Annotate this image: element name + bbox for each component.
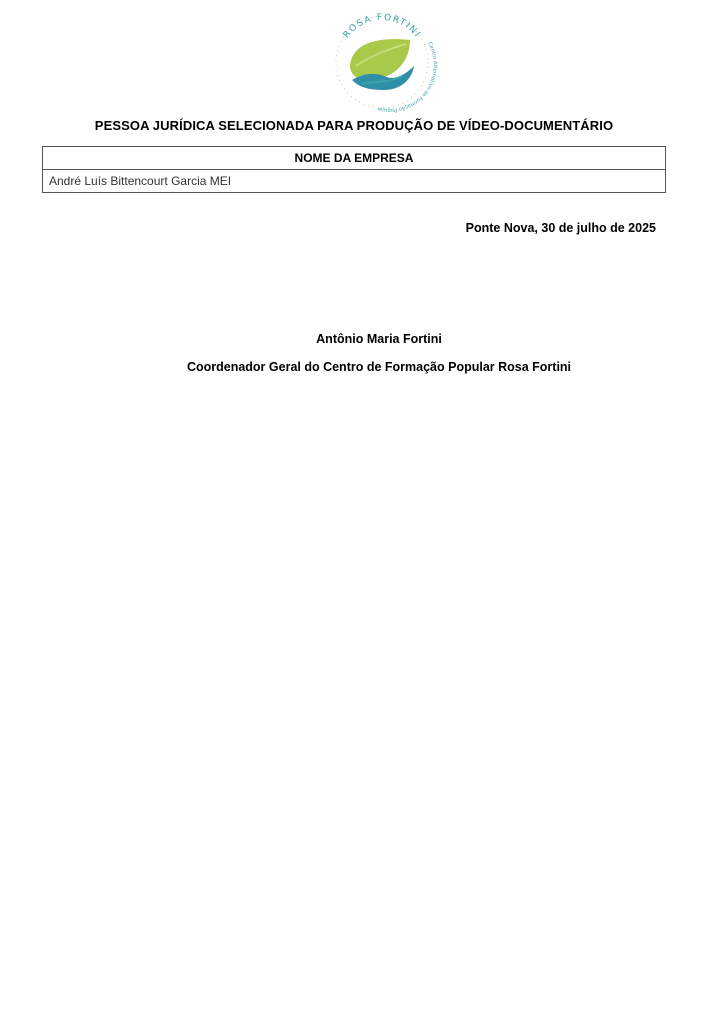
- table-row: [43, 170, 666, 193]
- signatory-name: Antônio Maria Fortini: [316, 332, 442, 346]
- logo-org-name: ROSA FORTINI: [341, 12, 423, 41]
- company-name-header: NOME DA EMPRESA: [43, 147, 666, 170]
- rosa-fortini-logo: [322, 10, 442, 114]
- company-table: [42, 146, 666, 193]
- signatory-role: Coordenador Geral do Centro de Formação Popular Rosa Fortini: [186, 360, 572, 374]
- logo-org-subtitle: Centro Alternativo de Formação Popular: [376, 41, 438, 113]
- document-title: PESSOA JURÍDICA SELECIONADA PARA PRODUÇÃO DE VÍDEO-DOCUMENTÁRIO: [94, 118, 614, 133]
- date-line: Ponte Nova, 30 de julho de 2025: [465, 221, 656, 235]
- logo-graphic: [322, 10, 442, 114]
- company-name-cell: André Luís Bittencourt Garcia MEI: [43, 170, 666, 193]
- table-header-row: [43, 147, 666, 170]
